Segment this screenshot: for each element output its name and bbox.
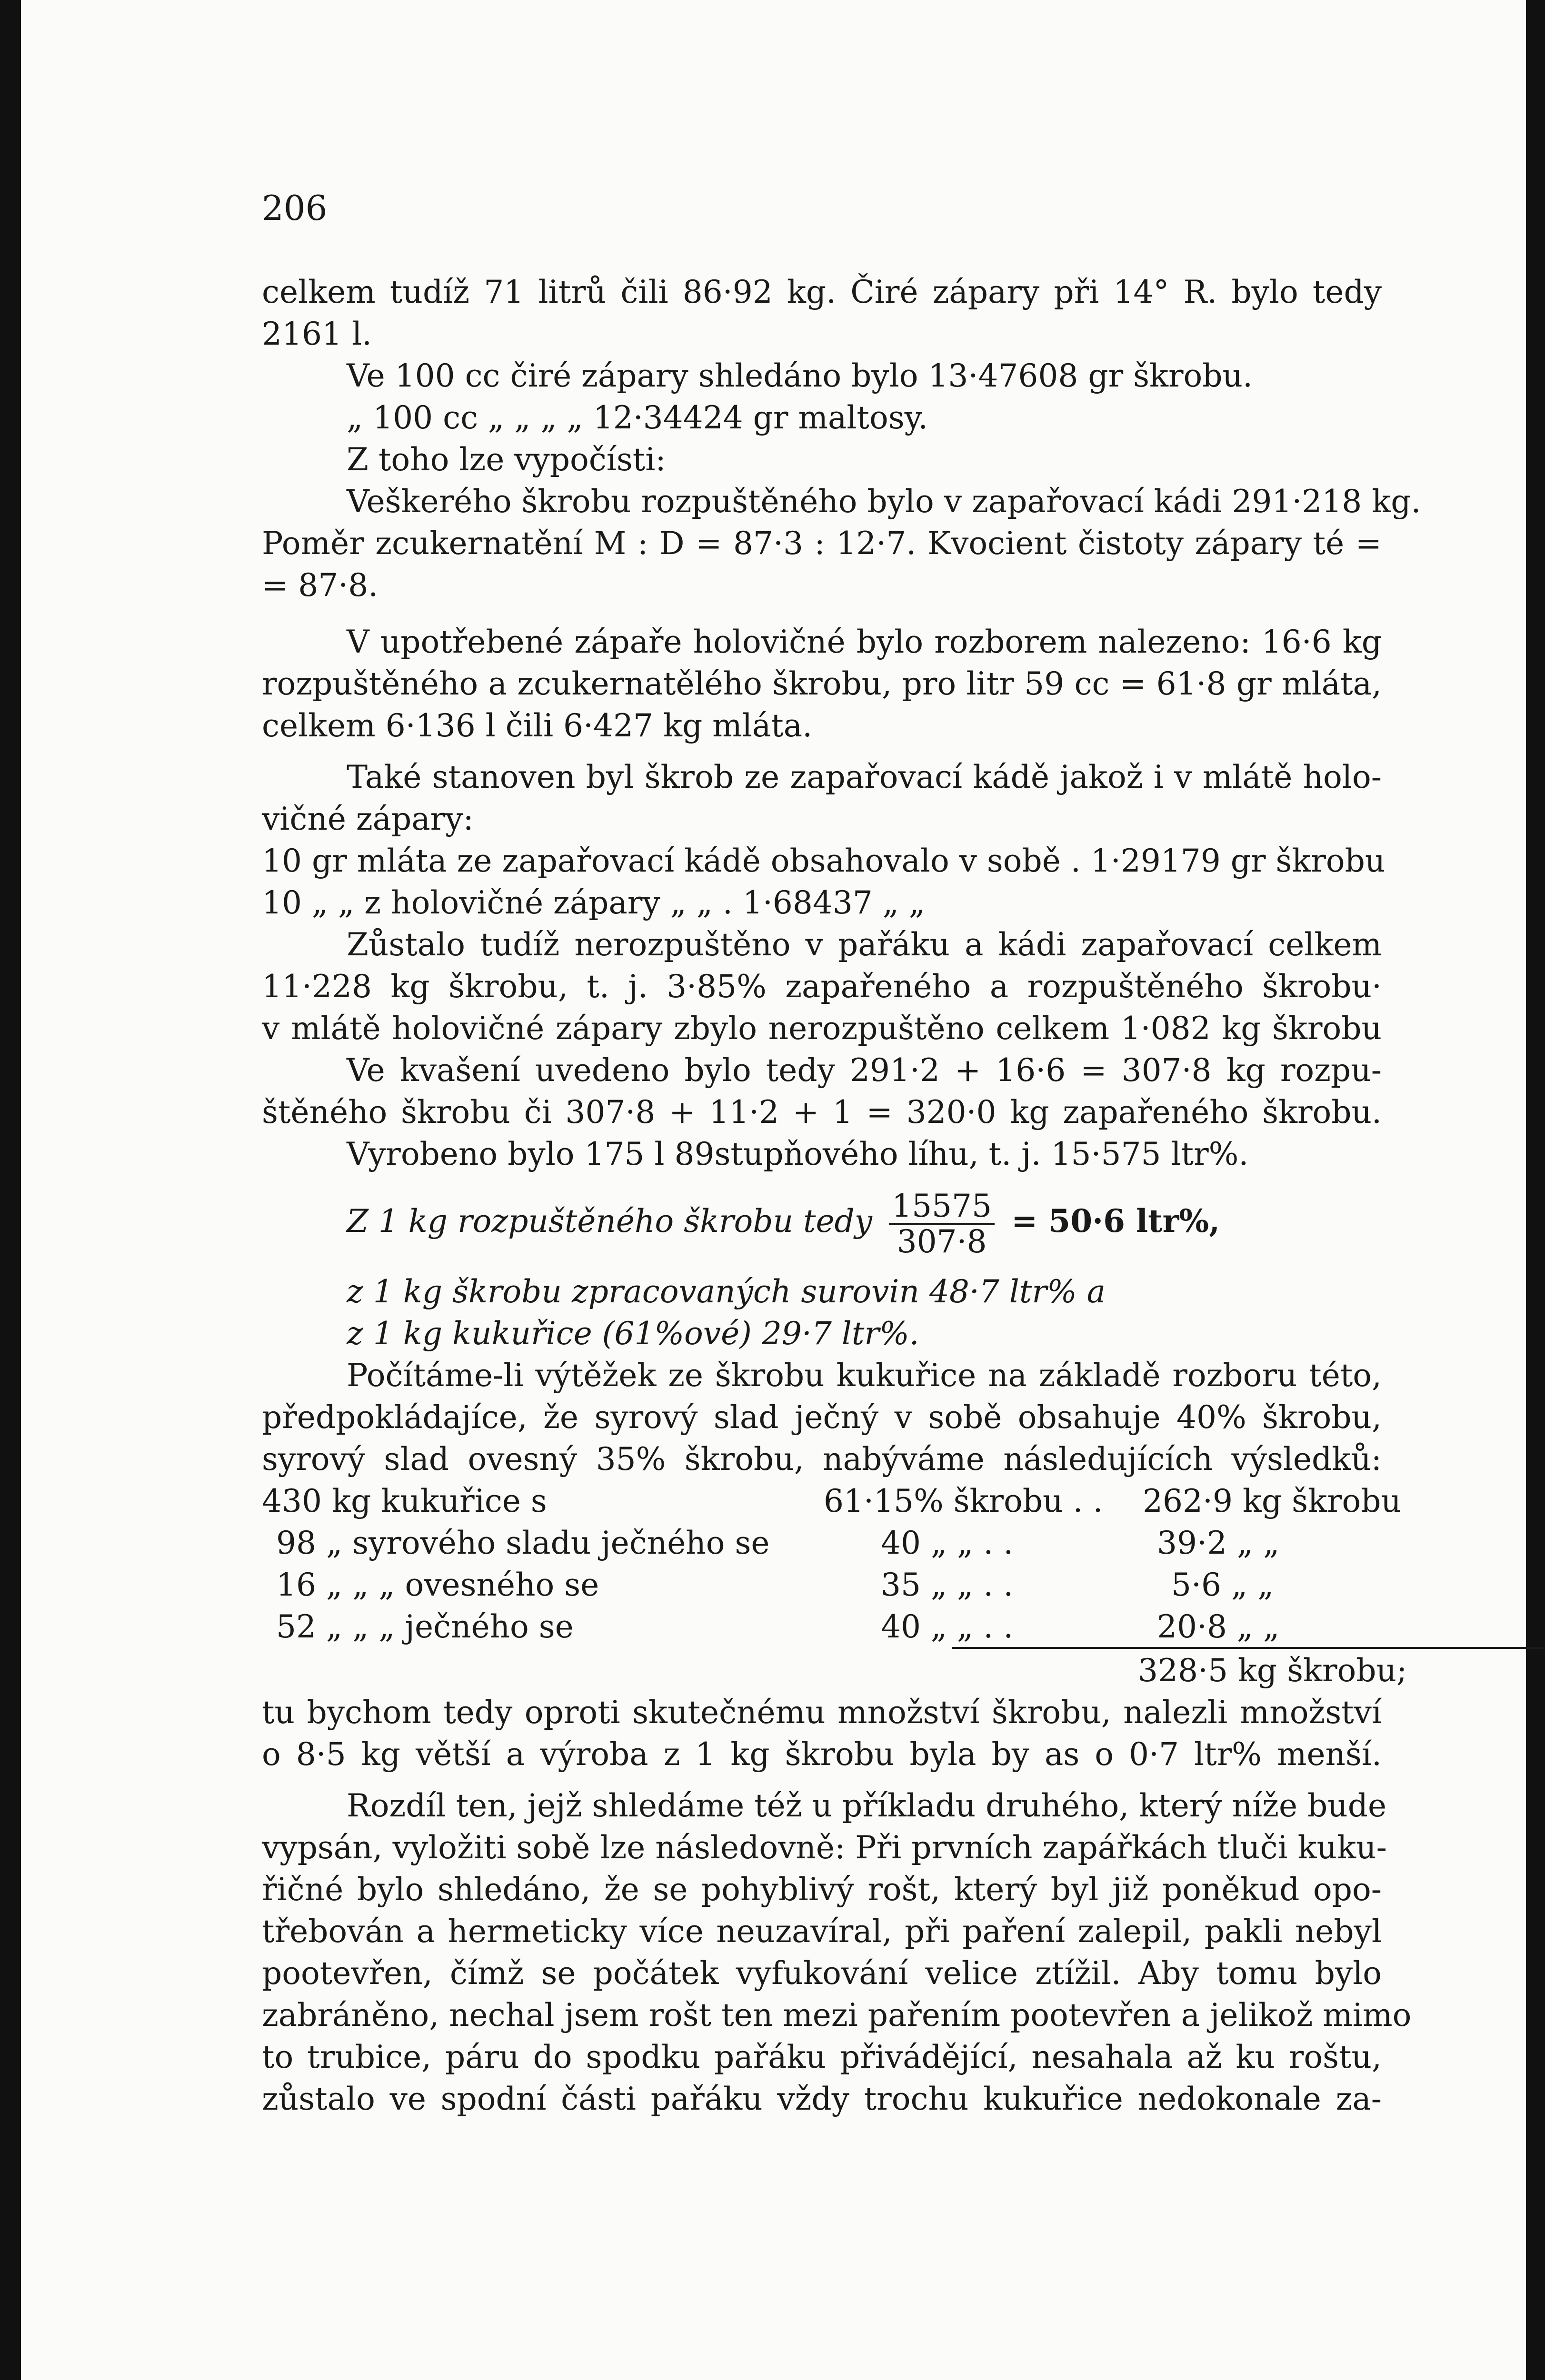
body-line: 11·228 kg škrobu, t. j. 3·85% zapařeného a rozpuštěného škrobu·: [262, 968, 1382, 1005]
body-line: tu bychom tedy oproti skutečnému množství škrobu, nalezli množství: [262, 1694, 1382, 1731]
table-row: [262, 1522, 1382, 1564]
body-line: Počítáme-li výtěžek ze škrobu kukuřice na základě rozboru této,: [347, 1357, 1382, 1394]
body-line: rozpuštěného a zcukernatělého škrobu, pro litr 59 cc = 61·8 gr mláta,: [262, 665, 1382, 702]
body-line: to trubice, páru do spodku pařáku přivádějící, nesahala až ku roštu,: [262, 2039, 1382, 2075]
fraction-result: = 50·6 ltr%,: [1011, 1202, 1220, 1240]
scan-border-left: [0, 0, 21, 2380]
body-line: Vyrobeno bylo 175 l 89stupňového líhu, t. j. 15·575 ltr%.: [347, 1136, 1249, 1172]
sum-rule: [952, 1647, 1545, 1649]
body-line: „ 100 cc „ „ „ „ 12·34424 gr maltosy.: [347, 399, 928, 436]
body-line: zabráněno, nechal jsem rošt ten mezi pařením pootevřen a jelikož mimo: [262, 1997, 1412, 2033]
body-line: z 1 kg kukuřice (61%ové) 29·7 ltr%.: [347, 1315, 919, 1352]
table-cell-total: 328·5 kg škrobu;: [1138, 1652, 1407, 1689]
table-cell-percent: 61·15% škrobu . .: [824, 1483, 1103, 1519]
body-line: o 8·5 kg větší a výroba z 1 kg škrobu byla by as o 0·7 ltr% menší.: [262, 1736, 1382, 1773]
table-row: [262, 1650, 1407, 1692]
body-line: 10 gr mláta ze zapařovací kádě obsahovalo v sobě . 1·29179 gr škrobu: [262, 843, 1386, 879]
table-cell-label: 98 „ syrového sladu ječného se: [276, 1525, 770, 1561]
body-line: pootevřen, čímž se počátek vyfukování velice ztížil. Aby tomu bylo: [262, 1955, 1382, 1992]
body-line: Rozdíl ten, jejž shledáme též u příkladu druhého, který níže bude: [347, 1787, 1387, 1824]
table-cell-amount: 20·8 „ „: [1157, 1608, 1280, 1645]
body-line: V upotřebené zápaře holovičné bylo rozborem nalezeno: 16·6 kg: [347, 624, 1382, 660]
table-cell-label: 430 kg kukuřice s: [262, 1483, 547, 1519]
table-cell-amount: 262·9 kg škrobu: [1143, 1483, 1402, 1519]
body-line: Poměr zcukernatění M : D = 87·3 : 12·7. Kvocient čistoty zápary té =: [262, 525, 1382, 562]
body-line: 2161 l.: [262, 316, 372, 352]
fraction-lead: Z 1 kg rozpuštěného škrobu tedy: [347, 1203, 873, 1240]
body-line: Také stanoven byl škrob ze zapařovací kádě jakož i v mlátě holo-: [347, 759, 1382, 795]
body-line: předpokládajíce, že syrový slad ječný v sobě obsahuje 40% škrobu,: [262, 1399, 1382, 1436]
fraction: [889, 1187, 995, 1260]
body-line: vypsán, vyložiti sobě lze následovně: Při prvních zapářkách tluči kuku-: [262, 1829, 1387, 1866]
table-row: [262, 1564, 1382, 1606]
table-cell-label: 52 „ „ „ ječného se: [276, 1608, 574, 1645]
body-line: celkem tudíž 71 litrů čili 86·92 kg. Čiré zápary při 14° R. bylo tedy: [262, 274, 1382, 310]
table-cell-amount: 39·2 „ „: [1157, 1525, 1280, 1561]
table-cell-percent: 35 „ „ . .: [881, 1567, 1014, 1603]
table-row: [262, 1606, 1382, 1648]
table-cell-label: 16 „ „ „ ovesného se: [276, 1567, 599, 1603]
body-line: štěného škrobu či 307·8 + 11·2 + 1 = 320·0 kg zapařeného škrobu.: [262, 1094, 1382, 1130]
table-cell-percent: 40 „ „ . .: [881, 1525, 1014, 1561]
body-line: vičné zápary:: [262, 801, 474, 837]
body-line: syrový slad ovesný 35% škrobu, nabýváme následujících výsledků:: [262, 1441, 1382, 1478]
fraction-line: [347, 1185, 1220, 1260]
table-cell-percent: 40 „ „ . .: [881, 1608, 1014, 1645]
scan-border-right: [1526, 0, 1545, 2380]
fraction-numerator: 15575: [889, 1190, 995, 1225]
table-row: [262, 1480, 1402, 1522]
body-line: 10 „ „ z holovičné zápary „ „ . 1·68437 „ „: [262, 884, 926, 921]
page-number: 206: [262, 188, 328, 228]
fraction-denominator: 307·8: [897, 1223, 987, 1260]
body-line: Ve 100 cc čiré zápary shledáno bylo 13·47608 gr škrobu.: [347, 357, 1253, 394]
body-line: zůstalo ve spodní části pařáku vždy trochu kukuřice nedokonale za-: [262, 2081, 1382, 2117]
body-line: v mlátě holovičné zápary zbylo nerozpuštěno celkem 1·082 kg škrobu: [262, 1010, 1382, 1047]
body-line: Z toho lze vypočísti:: [347, 441, 666, 478]
table-cell-amount: 5·6 „ „: [1171, 1567, 1274, 1603]
body-line: = 87·8.: [262, 567, 379, 604]
body-line: z 1 kg škrobu zpracovaných surovin 48·7 ltr% a: [347, 1273, 1106, 1310]
body-line: třebován a hermeticky více neuzavíral, při paření zalepil, pakli nebyl: [262, 1913, 1382, 1950]
body-line: celkem 6·136 l čili 6·427 kg mláta.: [262, 707, 813, 744]
page-body: [262, 271, 1421, 2380]
body-line: Veškerého škrobu rozpuštěného bylo v zapařovací kádi 291·218 kg.: [347, 483, 1421, 520]
body-line: Ve kvašení uvedeno bylo tedy 291·2 + 16·6 = 307·8 kg rozpu-: [347, 1052, 1382, 1089]
body-line: řičné bylo shledáno, že se pohyblivý rošt, který byl již poněkud opo-: [262, 1871, 1382, 1908]
body-line: Zůstalo tudíž nerozpuštěno v pařáku a kádi zapařovací celkem: [347, 926, 1382, 963]
